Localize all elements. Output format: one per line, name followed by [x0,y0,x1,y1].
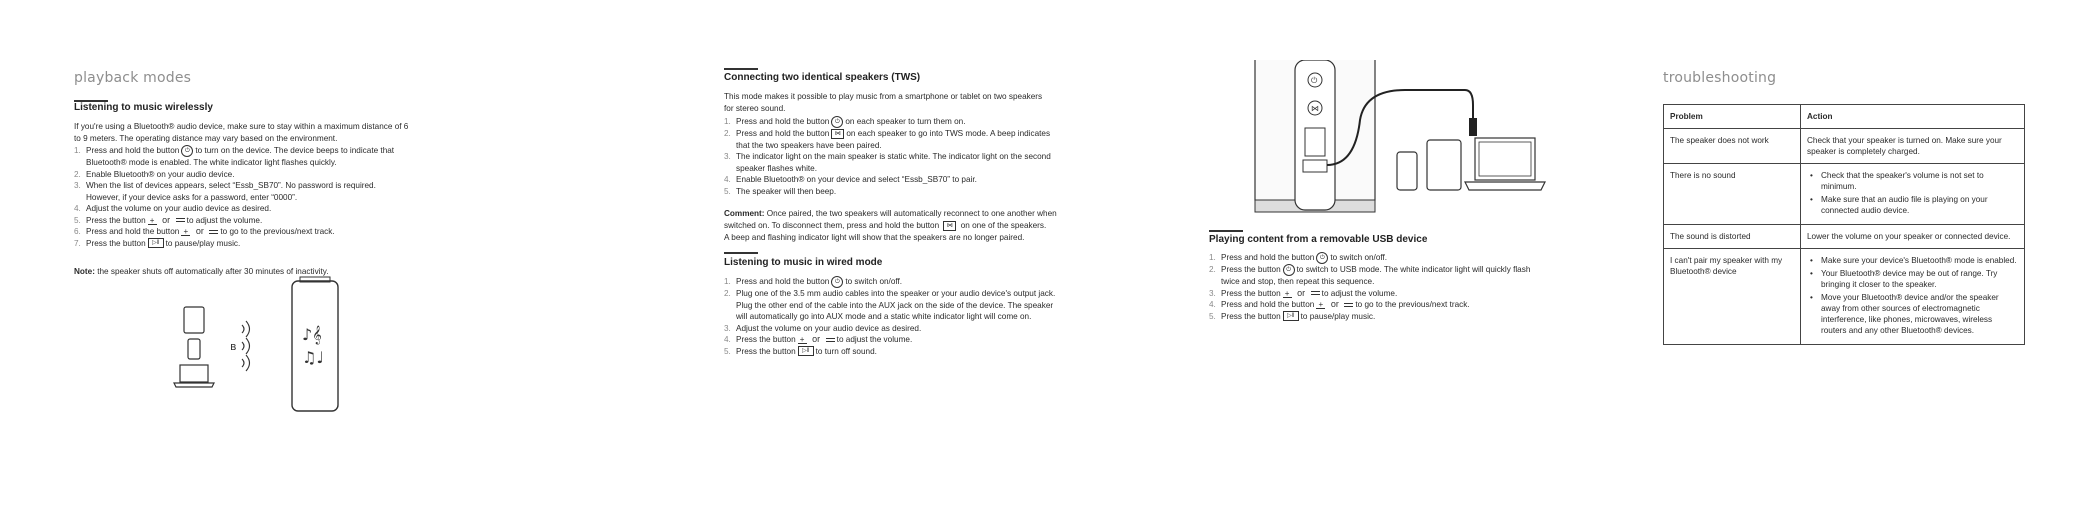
phone-icon [1397,152,1417,190]
intro-line: If you're using a Bluetooth® audio device, make sure to stay within a maximum distance of 6 [74,122,409,131]
step-number: 2. [724,129,731,138]
wireless-illustration [170,275,360,415]
step-number: 5. [74,215,81,225]
list-item [74,203,394,215]
volume-buttons-icon: + or [181,227,218,236]
tws-button-icon: ⋈ [943,221,956,231]
problem-cell: I can't pair my speaker with my Bluetooth® device [1664,249,1801,345]
list-item [74,226,394,238]
step-text: Adjust the volume on your audio device as desired. [86,204,272,213]
volume-buttons-icon: + or [1283,289,1320,298]
wired-usb-illustration [1245,60,1575,215]
step-text: Plug the other end of the cable into the AUX jack on the side of the device. The speaker [736,300,1054,310]
list-item [74,180,394,192]
phone-icon [188,339,200,359]
step-text: Press and hold the button [736,129,830,138]
list-item [724,323,1055,335]
wifi-signal-icon [242,321,250,371]
step-text: The speaker will then beep. [736,186,837,196]
tablet-icon [1427,140,1461,190]
action-bullets [1807,170,2018,216]
audio-plug [1469,118,1477,136]
list-item [724,276,1055,288]
list-item [74,157,394,169]
heading-wireless: Listening to music wirelessly [74,102,213,113]
bullet-item: • Make sure that an audio file is playing on your connected audio device. [1807,194,2018,216]
heading-usb: Playing content from a removable USB device [1209,234,1428,245]
comment-text: Once paired, the two speakers will automatically reconnect to one another when [766,209,1057,218]
step-text: Plug one of the 3.5 mm audio cables into the speaker or your audio device's output jack. [736,289,1056,298]
action-cell [1801,225,2025,249]
intro-line: for stereo sound. [724,104,786,113]
step-number: 4. [724,175,731,184]
section-rule [724,252,758,254]
comment-label: Comment: [724,209,765,218]
speaker-icon [292,277,338,411]
section-rule [1209,230,1243,232]
step-text: to go to the previous/next track. [1355,300,1470,309]
action-text: Check that your speaker is turned on. Make sure your speaker is completely charged. [1807,136,2002,156]
music-notes-icon: ♫♩ [302,348,324,367]
step-number: 3. [724,323,731,333]
step-text: to turn on the device. The device beeps to indicate that [195,146,395,156]
list-item [74,238,394,250]
page-title-playback-modes: playback modes [74,70,192,86]
bullet-item: • Your Bluetooth® device may be out of range. Try bringing it closer to the speaker. [1807,268,2018,290]
note-text: the speaker shuts off automatically after 30 minutes of inactivity. [97,267,329,276]
list-item [1209,252,1530,264]
step-text: Bluetooth® mode is enabled. The white indicator light flashes quickly. [86,158,337,167]
step-text: to switch to USB mode. The white indicator light will quickly flash [1296,265,1531,275]
problem-cell: There is no sound [1664,164,1801,225]
step-text: Press the button [1221,265,1281,275]
svg-text:⋈: ⋈ [1311,104,1319,113]
step-text: on each speaker to turn them on. [845,117,966,127]
tws-button-icon: ⋈ [831,129,844,139]
step-number: 4. [724,335,731,344]
section-rule [724,68,758,70]
step-text: to adjust the volume. [186,215,263,225]
power-button-icon: ⏻ [831,276,843,288]
power-button-icon: ⏻ [1316,252,1328,264]
comment [724,208,1057,220]
note-label: Note: [74,267,95,276]
action-bullets [1807,255,2018,336]
laptop-icon [1465,138,1545,190]
step-text: speaker flashes white. [736,163,818,173]
step-number: 1. [1209,253,1216,262]
comment-text: switched on. To disconnect them, press and hold the button [724,221,940,230]
steps-list [724,276,1055,357]
col-action: Action [1801,105,2025,129]
step-number: 5. [1209,311,1216,321]
step-text: Press the button [736,346,796,356]
step-text: to adjust the volume. [836,335,913,344]
bullet-item: • Move your Bluetooth® device and/or the speaker away from other sources of electromagnetic interference, like phones, microwaves, wireless routers and any other Bluetooth® devices. [1807,292,2018,336]
volume-buttons-icon: + or [1316,300,1353,309]
step-text: Press and hold the button [86,146,180,156]
step-text: Enable Bluetooth® on your audio device. [86,169,235,179]
heading-tws: Connecting two identical speakers (TWS) [724,72,921,83]
list-item [74,145,394,157]
step-text: Enable Bluetooth® on your device and select “Essb_SB70” to pair. [736,175,977,184]
step-text: to adjust the volume. [1321,288,1398,298]
list-item [724,311,1055,323]
step-number: 5. [724,186,731,196]
troubleshooting-table [1663,104,2025,345]
page-title-troubleshooting: troubleshooting [1663,70,1777,86]
step-text: on each speaker to go into TWS mode. A beep indicates [846,129,1051,138]
step-text: to switch on/off. [845,277,903,287]
steps-list [724,116,1051,197]
step-text: Press and hold the button [1221,300,1315,309]
step-text: Press the button [1221,311,1281,321]
power-button-icon: ⏻ [181,145,193,157]
step-text: that the two speakers have been paired. [736,140,882,150]
step-number: 3. [74,181,81,190]
action-cell [1801,164,2025,225]
step-text: When the list of devices appears, select “Essb_SB70”. No password is required. [86,181,376,190]
tablet-icon [184,307,204,333]
step-number: 4. [74,204,81,213]
table-header-row [1664,105,2025,129]
list-item [724,140,1051,152]
step-text: to turn off sound. [815,346,877,356]
list-item [1209,288,1530,300]
list-item [1209,276,1530,288]
problem-cell: The speaker does not work [1664,129,1801,164]
table-row [1664,225,2025,249]
list-item [1209,299,1530,311]
step-text: Press and hold the button [86,227,180,236]
power-button-icon: ⏻ [831,116,843,128]
step-text: Press the button [1221,288,1281,298]
step-text: to pause/play music. [1300,311,1376,321]
step-text: twice and stop, then repeat this sequence. [1221,277,1375,286]
step-number: 3. [1209,288,1216,298]
list-item [724,174,1051,186]
action-cell [1801,129,2025,164]
step-text: Press and hold the button [736,117,830,127]
problem-cell: The sound is distorted [1664,225,1801,249]
list-item [724,128,1051,140]
step-text: Press the button [86,215,146,225]
list-item [74,215,394,227]
intro-line: This mode makes it possible to play music from a smartphone or tablet on two speakers [724,92,1043,101]
table-row [1664,249,2025,345]
list-item [724,151,1051,163]
play-pause-icon: ▷‖ [798,346,814,356]
comment-line: A beep and flashing indicator light will show that the speakers are no longer paired. [724,233,1025,242]
bullet-item: • Make sure your device's Bluetooth® mode is enabled. [1807,255,2018,266]
step-number: 7. [74,238,81,248]
music-notes-icon: ♪𝄞 [302,325,322,344]
step-number: 3. [724,152,731,161]
bullet-item: • Check that the speaker's volume is not set to minimum. [1807,170,2018,192]
step-text: The indicator light on the main speaker is static white. The indicator light on the second [736,152,1051,161]
power-button-icon: ⏻ [1283,264,1295,276]
step-number: 2. [1209,265,1216,274]
step-text: Press the button [736,335,796,344]
svg-text:⏻: ⏻ [1311,76,1318,85]
step-number: 2. [724,289,731,298]
step-text: to go to the previous/next track. [220,227,335,236]
list-item [724,300,1055,312]
action-cell [1801,249,2025,345]
step-text: Press and hold the button [1221,253,1315,263]
list-item [74,192,394,204]
step-number: 1. [724,117,731,126]
step-number: 6. [74,227,81,236]
step-number: 1. [74,146,81,155]
list-item [724,288,1055,300]
heading-wired: Listening to music in wired mode [724,257,883,268]
list-item [724,163,1051,175]
col-problem: Problem [1664,105,1801,129]
step-text: Press and hold the button [736,277,830,287]
step-number: 2. [74,169,81,179]
laptop-icon [174,365,214,387]
comment-line [724,220,1046,232]
action-text: Lower the volume on your speaker or connected device. [1807,232,2011,241]
step-text: to pause/play music. [165,238,241,248]
list-item [74,169,394,181]
play-pause-icon: ▷‖ [148,238,164,248]
step-text: However, if your device asks for a password, enter “0000”. [86,192,298,202]
list-item [1209,311,1530,323]
step-text: to switch on/off. [1330,253,1388,263]
step-text: Adjust the volume on your audio device as desired. [736,323,922,333]
step-text: will automatically go into AUX mode and a static white indicator light will come on. [736,312,1032,321]
volume-buttons-icon: + or [148,216,185,225]
step-number: 4. [1209,300,1216,309]
list-item [724,334,1055,346]
volume-buttons-icon: + or [798,335,835,344]
list-item [724,186,1051,198]
step-number: 5. [724,346,731,356]
table-row [1664,129,2025,164]
list-item [724,116,1051,128]
step-text: Press the button [86,238,146,248]
table-row [1664,164,2025,225]
steps-list [74,145,394,249]
comment-text: on one of the speakers. [960,221,1047,230]
list-item [724,346,1055,358]
step-number: 1. [724,277,731,286]
bluetooth-icon: ʙ [230,340,237,353]
intro-line: to 9 meters. The operating distance may vary based on the environment. [74,134,338,143]
steps-list [1209,252,1530,322]
play-pause-icon: ▷‖ [1283,311,1299,321]
list-item [1209,264,1530,276]
